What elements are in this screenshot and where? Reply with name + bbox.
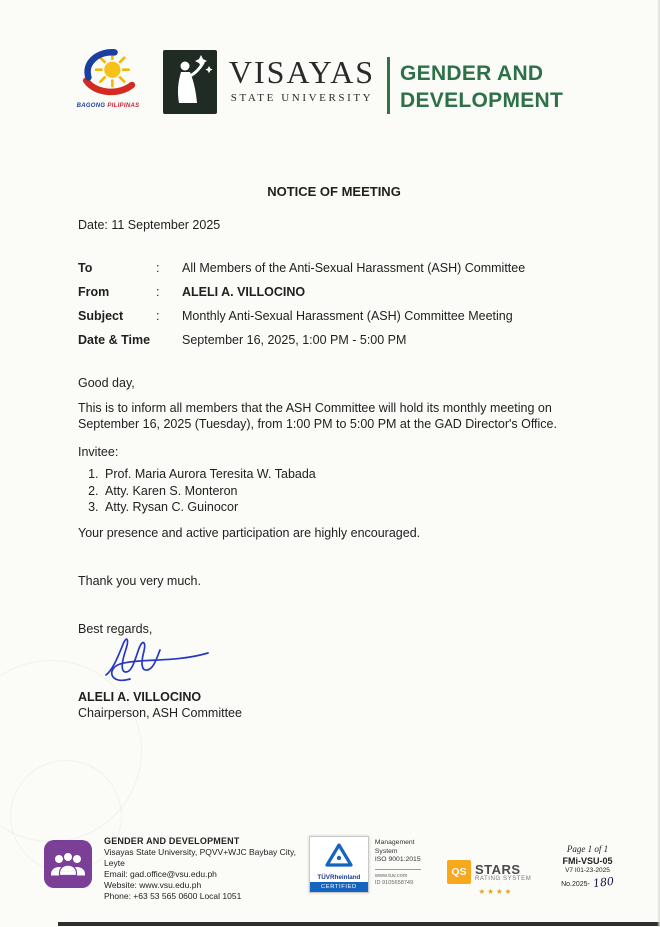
invitee-label: Invitee: [78,445,119,459]
tuv-cert-id: ID 9105658749 [374,879,414,886]
bagong-pilipinas-label: BAGONG PILIPINAS [76,103,140,109]
university-wordmark [222,54,382,104]
field-label: Subject [78,309,124,323]
field-value: ALELI A. VILLOCINO [182,285,306,299]
bagong-pilipinas-sun-icon [72,48,144,98]
page-info [545,844,630,889]
date-line: Date: 11 September 2025 [78,218,221,232]
qs-rating-label: RATING SYSTEM [474,875,532,882]
meeting-fields [78,256,590,352]
field-row-subject [78,304,590,328]
field-separator: : [156,261,160,275]
iso-text-block [375,836,431,887]
vsu-statue-icon [163,50,217,114]
iso-system-line1: Management [374,839,415,846]
letter-footer [44,836,630,902]
footer-website: Website: www.vsu.edu.ph [104,880,202,890]
tuv-certified-label: CERTIFIED [310,882,368,892]
handwritten-number: 180 [592,874,615,891]
qs-stars-label: STARS [474,861,521,877]
qs-text [475,863,531,882]
field-separator [156,328,182,352]
form-code: FMi-VSU-05 [562,856,613,866]
university-name: VISAYAS [228,54,376,90]
field-value: All Members of the Anti-Sexual Harassment (ASH) Committee [182,261,526,275]
field-separator: : [156,285,160,299]
field-row-from [78,280,590,304]
header-divider [387,57,390,114]
gad-line2: DEVELOPMENT [400,89,564,112]
iso-divider [375,869,421,870]
gad-line1: GENDER AND [400,62,544,85]
list-item: 1. Prof. Maria Aurora Teresita W. Tabada [102,466,590,483]
signature-area [78,637,590,689]
form-version: V7 I01-23-2025 [565,867,610,874]
encouragement-line: Your presence and active participation are highly encouraged. [78,525,421,540]
scan-artifact-bottom-edge [58,922,660,926]
tuv-triangle-icon [324,841,354,869]
signature-icon [96,633,226,689]
field-row-datetime [78,328,590,352]
form-number-prefix: No.2025- [561,881,590,888]
greeting: Good day, [78,376,135,390]
field-separator: : [156,309,160,323]
form-number [545,876,630,889]
notice-title: NOTICE OF MEETING [267,184,401,199]
iso-standard: ISO 9001:2015 [374,856,421,863]
page-number: Page 1 of 1 [566,844,609,854]
thanks-line: Thank you very much. [78,573,201,588]
gad-wordmark [400,60,563,114]
university-subtitle: STATE UNIVERSITY [230,92,374,104]
qs-logo-icon: QS [447,860,471,884]
qs-stars-row-icon: ★★★★ [478,887,514,896]
field-label: Date & Time [78,333,151,347]
tuv-badge [309,836,369,893]
field-value: Monthly Anti-Sexual Harassment (ASH) Committee Meeting [182,309,513,323]
footer-office-name: GENDER AND DEVELOPMENT [104,836,240,846]
qs-badge [447,860,545,896]
letter-body [0,184,660,721]
list-item: 3. Atty. Rysan C. Guinocor [102,499,590,516]
footer-address: Visayas State University, PQVV+WJC Baybay City, Leyte [104,847,297,868]
tuv-website: www.tuv.com [374,872,408,879]
invitee-list [78,466,590,516]
field-value: September 16, 2025, 1:00 PM - 5:00 PM [182,333,407,347]
iso-system-line2: System [374,847,398,855]
qs-row [447,860,545,884]
signatory-name: ALELI A. VILLOCINO [78,689,202,704]
tuv-brand: TÜVRheinland [317,874,361,881]
body-paragraph: This is to inform all members that the ASH Committee will hold its monthly meeting on September 16, 2025 (Tuesday), from 1:00 PM to 5:00 PM at the GAD Director's Office. [78,401,557,431]
list-item: 2. Atty. Karen S. Monteron [102,483,590,500]
footer-phone: Phone: +63 53 565 0600 Local 1051 [104,891,242,901]
footer-contact-block [104,836,309,902]
letter-header [0,0,660,130]
footer-email: Email: gad.office@vsu.edu.ph [104,869,217,879]
field-row-to [78,256,590,280]
closing-line: Best regards, [78,621,153,636]
vsu-logo [163,50,217,119]
signatory-title: Chairperson, ASH Committee [78,705,242,720]
bagong-pilipinas-logo [68,48,148,109]
watermark-circle [10,760,122,872]
field-label: From [78,285,110,299]
field-label: To [78,261,93,275]
